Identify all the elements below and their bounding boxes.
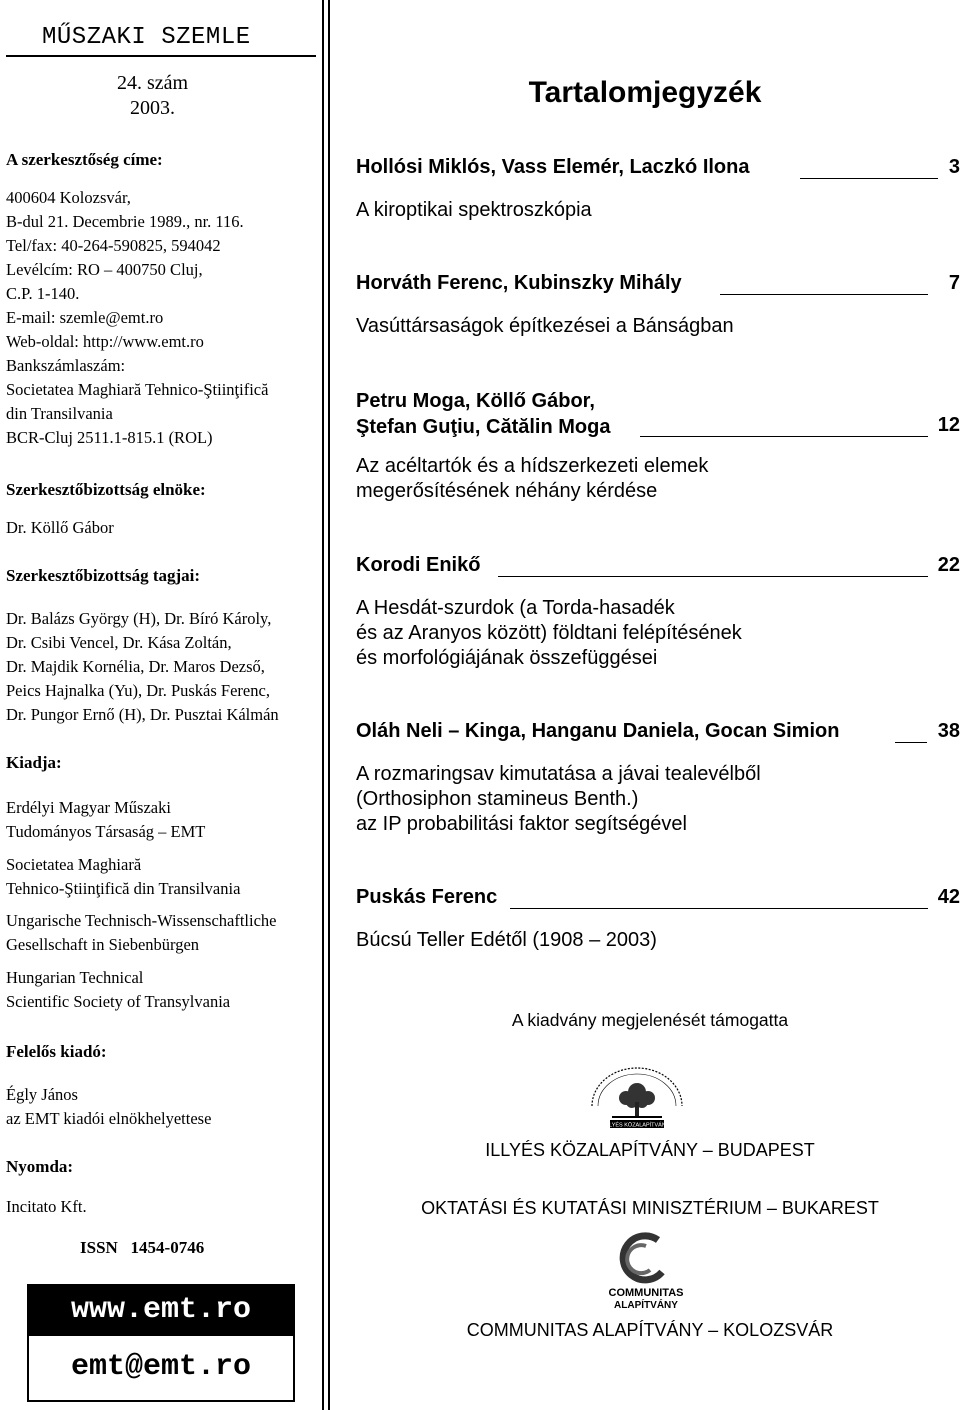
publisher-name-en <box>6 966 230 1014</box>
members-line: Dr. Pungor Ernő (H), Dr. Pusztai Kálmán <box>6 705 279 724</box>
chair-name: Dr. Köllő Gábor <box>6 518 114 537</box>
members-line: Dr. Csibi Vencel, Dr. Kása Zoltán, <box>6 633 232 652</box>
members-list <box>6 607 279 727</box>
bank-holder-line: din Transilvania <box>6 404 113 423</box>
issue-year: 2003. <box>130 97 175 119</box>
toc-title-line: A kiroptikai spektroszkópia <box>356 199 592 221</box>
sponsor-illyes: ILLYÉS KÖZALAPÍTVÁNY – BUDAPEST <box>485 1140 815 1160</box>
toc-entry-title <box>356 762 761 837</box>
toc-leader-line <box>640 436 928 437</box>
publisher-name-de <box>6 909 277 957</box>
chair-heading: Szerkesztőbizottság elnöke: <box>6 480 206 499</box>
toc-leader-line <box>498 576 928 577</box>
members-heading: Szerkesztőbizottság tagjai: <box>6 566 201 585</box>
address-heading: A szerkesztőség címe: <box>6 150 163 169</box>
toc-title-line: A Hesdát-szurdok (a Torda-hasadék <box>356 597 675 619</box>
publisher-name-hu <box>6 796 205 844</box>
toc-title-line: A rozmaringsav kimutatása a jávai tealevélből <box>356 763 761 785</box>
toc-title-line: megerősítésének néhány kérdése <box>356 480 658 502</box>
bank-holder-line: Societatea Maghiară Tehnico-Ştiinţifică <box>6 380 269 399</box>
toc-entry-title <box>356 314 734 339</box>
toc-entry-authors: Puskás Ferenc <box>356 886 498 908</box>
toc-page-number: 12 <box>937 414 960 436</box>
toc-author-line: Ştefan Guţiu, Cătălin Moga <box>356 416 611 438</box>
toc-title: Tartalomjegyzék <box>528 76 762 109</box>
publisher-line: Hungarian Technical <box>6 968 144 987</box>
illyes-logo-text: ILLYÉS KÖZALAPÍTVÁNY <box>604 1122 670 1129</box>
toc-entry-authors <box>356 388 610 440</box>
publisher-line: Societatea Maghiară <box>6 855 142 874</box>
bank-account-label: Bankszámlaszám: <box>6 356 126 375</box>
responsible-role: az EMT kiadói elnökhelyettese <box>6 1109 212 1128</box>
toc-leader-line <box>510 908 928 909</box>
website-box-text[interactable]: www.emt.ro <box>27 1284 295 1336</box>
toc-page-number: 38 <box>937 720 960 742</box>
publisher-line: Erdélyi Magyar Műszaki <box>6 798 171 817</box>
responsible-heading: Felelős kiadó: <box>6 1042 107 1061</box>
column-divider <box>322 0 330 1410</box>
toc-author-line: Petru Moga, Köllő Gábor, <box>356 390 595 412</box>
bank-account-number: BCR-Cluj 2511.1-815.1 (ROL) <box>6 428 213 447</box>
toc-page-number: 22 <box>937 554 960 576</box>
publisher-line: Tudományos Társaság – EMT <box>6 822 206 841</box>
email-line: E-mail: szemle@emt.ro <box>6 308 164 327</box>
publisher-line: Scientific Society of Transylvania <box>6 992 231 1011</box>
issn-number: ISSN 1454-0746 <box>80 1238 205 1257</box>
publisher-line: Ungarische Technisch-Wissenschaftliche <box>6 911 277 930</box>
sponsor-communitas: COMMUNITAS ALAPÍTVÁNY – KOLOZSVÁR <box>466 1320 834 1340</box>
toc-entry-title <box>356 928 657 953</box>
postal-address-line: Levélcím: RO – 400750 Cluj, <box>6 260 203 279</box>
toc-entry-title <box>356 596 742 671</box>
toc-title-line: az IP probabilitási faktor segítségével <box>356 813 687 835</box>
toc-entry-authors: Horváth Ferenc, Kubinszky Mihály <box>356 272 682 294</box>
sponsor-ministry: OKTATÁSI ÉS KUTATÁSI MINISZTÉRIUM – BUKAREST <box>421 1198 879 1218</box>
toc-title-line: és morfológiájának összefüggései <box>356 647 658 669</box>
communitas-logo-word: COMMUNITAS <box>608 1287 684 1299</box>
toc-title-line: Vasúttársaságok építkezései a Bánságban <box>356 315 734 337</box>
toc-entry-authors: Oláh Neli – Kinga, Hanganu Daniela, Gocan Simion <box>356 720 840 742</box>
address-line: 400604 Kolozsvár, <box>6 188 131 207</box>
printer-heading: Nyomda: <box>6 1157 74 1176</box>
issue-number: 24. szám <box>116 72 189 94</box>
publisher-heading: Kiadja: <box>6 753 62 772</box>
website-line: Web-oldal: http://www.emt.ro <box>6 332 204 351</box>
toc-page-number: 42 <box>937 886 960 908</box>
toc-title-line: Az acéltartók és a hídszerkezeti elemek <box>356 455 709 477</box>
illyes-foundation-logo <box>582 1062 692 1132</box>
phone-fax-line: Tel/fax: 40-264-590825, 594042 <box>6 236 221 255</box>
members-line: Dr. Majdik Kornélia, Dr. Maros Dezső, <box>6 657 265 676</box>
members-line: Dr. Balázs György (H), Dr. Bíró Károly, <box>6 609 272 628</box>
toc-entry-authors: Korodi Enikő <box>356 554 481 576</box>
members-line: Peics Hajnalka (Yu), Dr. Puskás Ferenc, <box>6 681 270 700</box>
communitas-foundation-logo <box>596 1230 696 1312</box>
toc-entry-title <box>356 198 592 223</box>
printer-name: Incitato Kft. <box>6 1197 87 1216</box>
po-box-line: C.P. 1-140. <box>6 284 80 303</box>
toc-entry-title <box>356 454 708 504</box>
toc-title-line: (Orthosiphon stamineus Benth.) <box>356 788 639 810</box>
publisher-name-ro <box>6 853 240 901</box>
masthead-rule <box>6 55 316 57</box>
toc-title-line: Búcsú Teller Edétől (1908 – 2003) <box>356 929 657 951</box>
publisher-line: Gesellschaft in Siebenbürgen <box>6 935 200 954</box>
toc-leader-line <box>800 178 938 179</box>
toc-leader-line <box>720 294 928 295</box>
responsible-publisher <box>6 1083 211 1131</box>
responsible-name: Égly János <box>6 1085 78 1104</box>
toc-title-line: és az Aranyos között) földtani felépítésének <box>356 622 742 644</box>
toc-entry-authors: Hollósi Miklós, Vass Elemér, Laczkó Ilona <box>356 156 750 178</box>
masthead-title: MŰSZAKI SZEMLE <box>42 24 251 51</box>
address-line: B-dul 21. Decembrie 1989., nr. 116. <box>6 212 244 231</box>
toc-page-number: 7 <box>948 272 960 294</box>
publisher-line: Tehnico-Ştiinţifică din Transilvania <box>6 879 241 898</box>
email-box-text[interactable]: emt@emt.ro <box>70 1350 252 1384</box>
toc-page-number: 3 <box>948 156 960 178</box>
address-block <box>6 186 268 450</box>
communitas-logo-word: ALAPÍTVÁNY <box>614 1300 678 1311</box>
sponsor-intro: A kiadvány megjelenését támogatta <box>511 1010 789 1030</box>
